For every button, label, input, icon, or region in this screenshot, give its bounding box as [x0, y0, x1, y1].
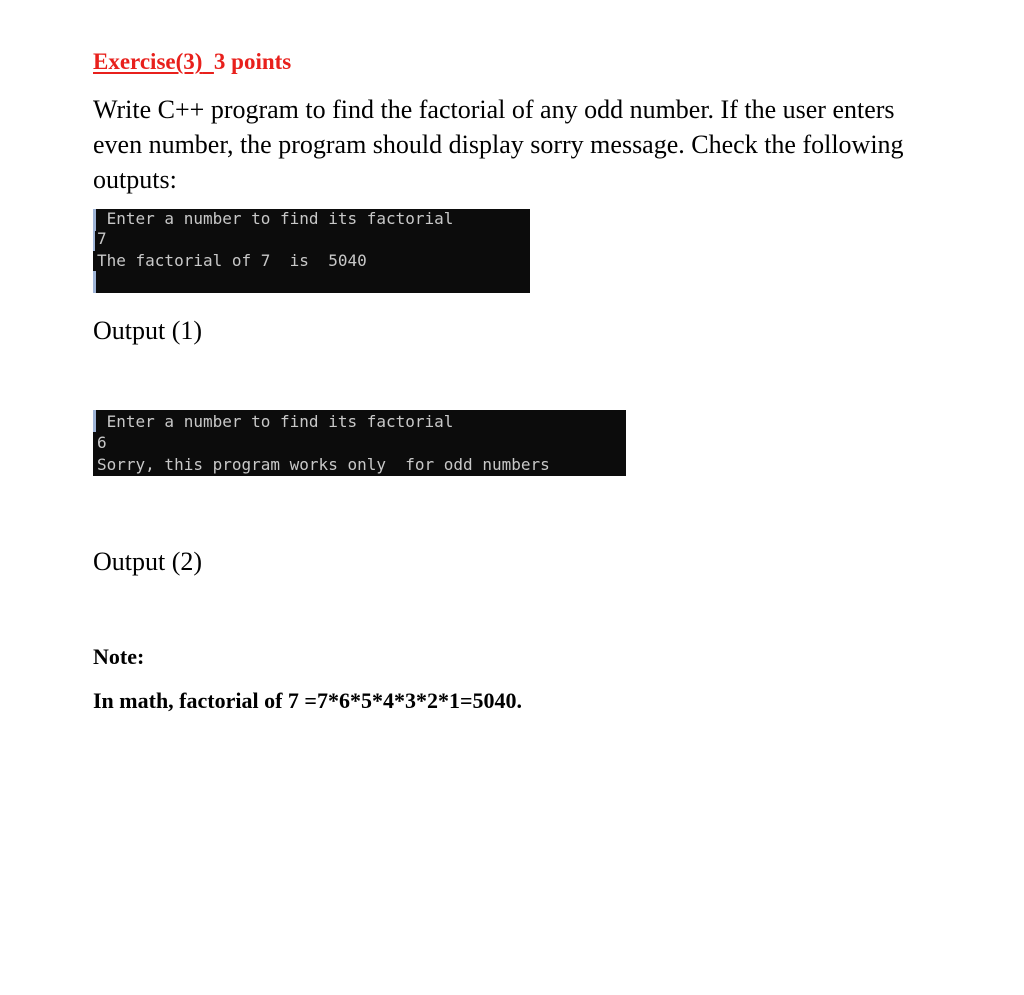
instructions-paragraph: Write C++ program to find the factorial of any odd number. If the user enters even number, the program should display sorry message. Check the following outputs: [93, 95, 904, 194]
console-line: Sorry, this program works only for odd numbers [97, 455, 550, 474]
output-1-caption: Output (1) [93, 316, 203, 345]
console-edge [93, 271, 96, 293]
note-text: In math, factorial of 7 =7*6*5*4*3*2*1=5040. [93, 688, 522, 713]
console-output-1 [93, 209, 530, 293]
console-line: Enter a number to find its factorial [97, 412, 454, 431]
console-line: The factorial of 7 is 5040 [97, 251, 367, 270]
console-edge [93, 410, 96, 432]
exercise-heading [93, 48, 291, 76]
points-label: 3 points [213, 49, 292, 74]
note-label: Note: [93, 644, 145, 669]
heading-gap [202, 49, 214, 74]
console-cursor-edge [93, 231, 95, 251]
console-output-2 [93, 410, 626, 476]
console-line: 6 [97, 433, 107, 452]
exercise-title: Exercise(3) [93, 49, 203, 74]
console-line: 7 [97, 229, 107, 248]
console-line: Enter a number to find its factorial [97, 209, 454, 228]
console-edge [93, 209, 96, 231]
output-2-caption: Output (2) [93, 547, 203, 576]
